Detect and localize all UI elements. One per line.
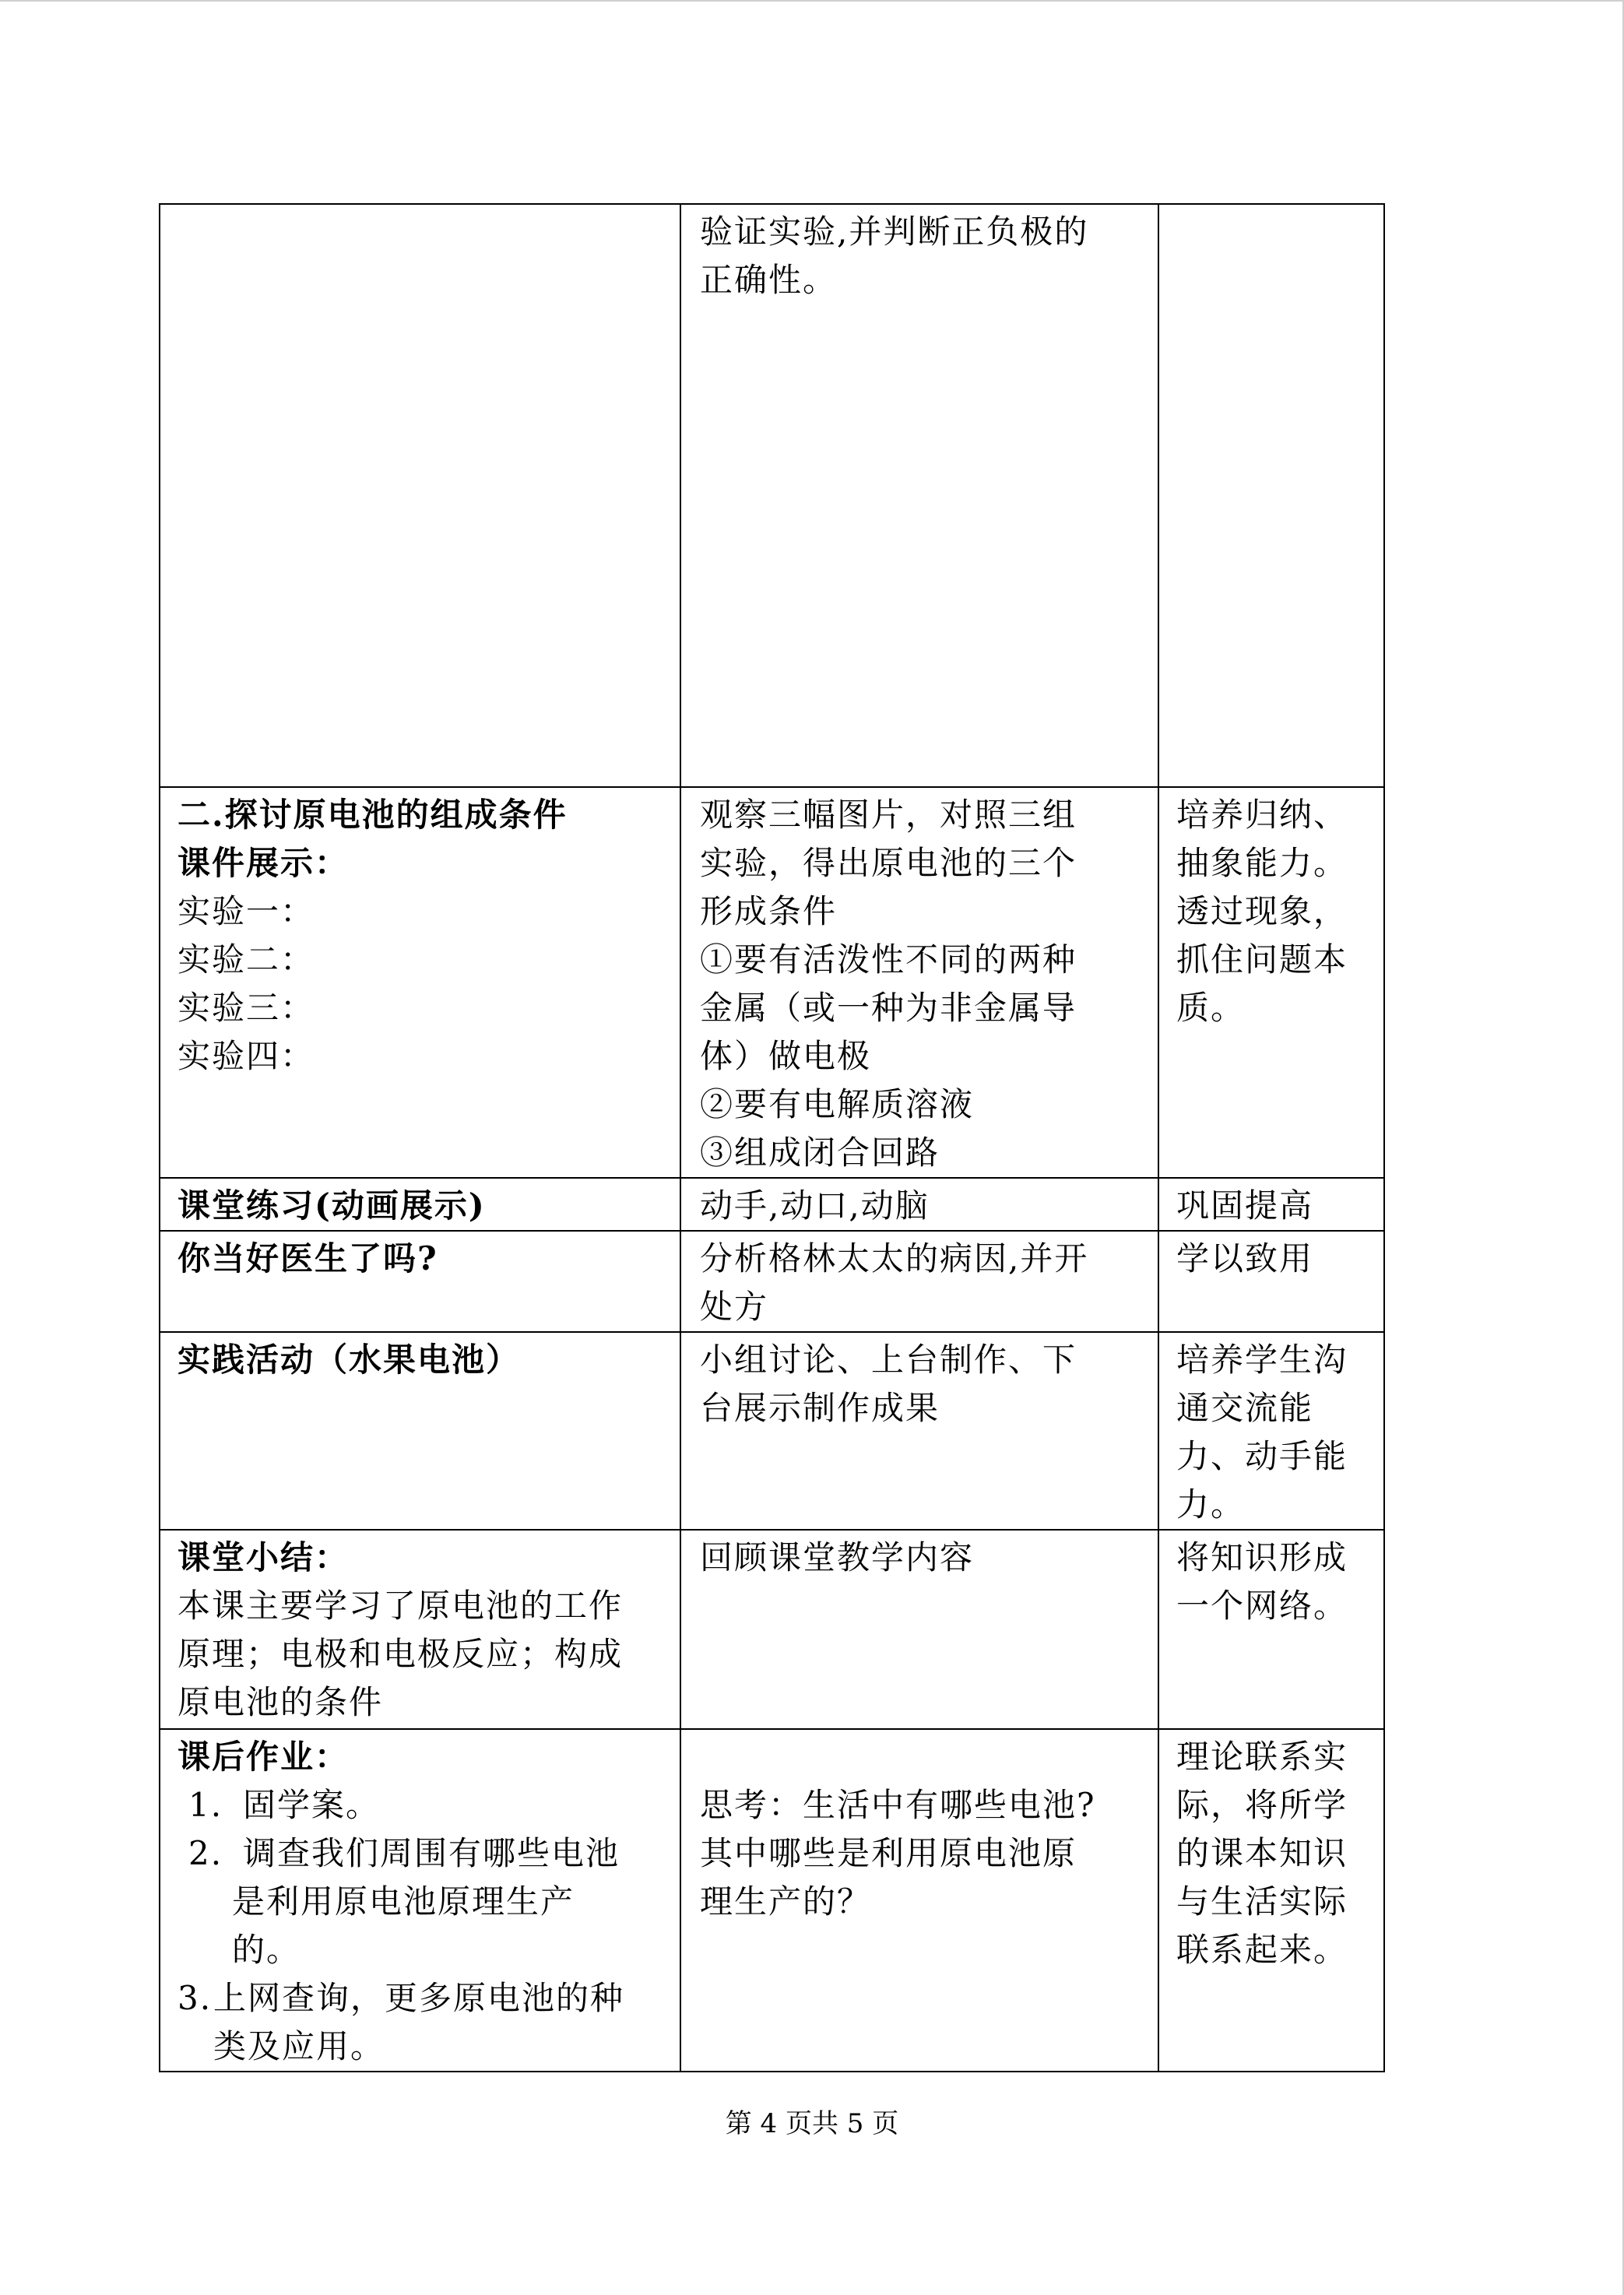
section-heading: 二.探讨原电池的组成条件: [178, 796, 568, 834]
table-row: [160, 1530, 1384, 1729]
design-intent-cell: [1158, 787, 1384, 1178]
cell-text: 是利用原电池原理生产: [232, 1882, 575, 1921]
cell-text: 原理；电极和电极反应；构成: [178, 1635, 624, 1673]
cell-text: 思考：生活中有哪些电池?: [700, 1786, 1096, 1824]
page-number-footer: 第 4 页共 5 页: [725, 2108, 899, 2139]
cell-text: 调查我们周围有哪些电池: [243, 1834, 620, 1872]
cell-text: 培养归纳、: [1176, 796, 1348, 834]
table-row: [160, 787, 1384, 1178]
cell-text: 原电池的条件: [178, 1683, 384, 1721]
teaching-content-cell: [160, 1729, 680, 2072]
cell-text: 一个网络。: [1176, 1587, 1348, 1625]
teaching-content-cell: [160, 204, 680, 787]
cell-text: 实验，得出原电池的三个: [700, 844, 1077, 882]
cell-text: 处方: [700, 1288, 769, 1326]
homework-item-2: [178, 1829, 664, 1878]
teaching-content-cell: [160, 1178, 680, 1231]
section-heading: 实践活动（水果电池）: [178, 1341, 521, 1379]
cell-text: 形成条件: [700, 892, 838, 930]
homework-item-3: [178, 1974, 664, 2023]
section-heading: 课堂练习(动画展示): [178, 1186, 486, 1225]
lesson-plan-table: [159, 203, 1385, 2072]
cell-text: 与生活实际: [1176, 1882, 1348, 1921]
cell-text: 观察三幅图片，对照三组: [700, 796, 1077, 834]
cell-text: 联系起来。: [1176, 1931, 1348, 1969]
cell-text: 的课本知识: [1176, 1834, 1348, 1872]
cell-text: 理生产的？: [700, 1882, 872, 1921]
design-intent-cell: [1158, 1729, 1384, 2072]
section-subheading: 课件展示：: [178, 844, 350, 882]
item-number: 3.: [178, 1979, 213, 2017]
homework-item-1: [178, 1781, 664, 1829]
cell-text: 学以致用: [1176, 1239, 1314, 1278]
student-activity-cell: [680, 1729, 1158, 2072]
design-intent-cell: [1158, 1332, 1384, 1530]
cell-text: 实验四：: [178, 1037, 315, 1075]
section-heading: 课堂小结：: [178, 1538, 350, 1576]
cell-text: 回顾课堂教学内容: [700, 1538, 975, 1576]
table-row: [160, 204, 1384, 787]
design-intent-cell: [1158, 1178, 1384, 1231]
student-activity-cell: [680, 1332, 1158, 1530]
cell-text: 抽象能力。: [1176, 844, 1348, 882]
item-number: 2.: [188, 1834, 223, 1872]
student-activity-cell: [680, 204, 1158, 787]
cell-text: 通交流能: [1176, 1389, 1314, 1427]
cell-text: 实验一：: [178, 892, 315, 930]
cell-text: 实验三：: [178, 989, 315, 1027]
table-row: [160, 1231, 1384, 1332]
cell-text: 台展示制作成果: [700, 1389, 940, 1427]
cell-text: 固学案。: [243, 1786, 381, 1824]
item-number: 1.: [188, 1786, 223, 1824]
cell-text: 理论联系实: [1176, 1738, 1348, 1776]
cell-text: 正确性。: [700, 261, 838, 299]
table-row: [160, 1178, 1384, 1231]
cell-text: 验证实验,并判断正负极的: [700, 213, 1089, 251]
student-activity-cell: [680, 787, 1158, 1178]
design-intent-cell: [1158, 1231, 1384, 1332]
cell-text: 力。: [1176, 1485, 1246, 1524]
cell-text: 将知识形成: [1176, 1538, 1348, 1576]
cell-text: 金属（或一种为非金属导: [700, 989, 1077, 1027]
cell-text: 动手,动口,动脑: [700, 1186, 930, 1225]
cell-text: 力、动手能: [1176, 1437, 1348, 1475]
section-heading: 你当好医生了吗?: [178, 1239, 438, 1278]
cell-text: 抓住问题本: [1176, 940, 1348, 979]
design-intent-cell: [1158, 204, 1384, 787]
cell-text: ③组成闭合回路: [700, 1133, 940, 1172]
design-intent-cell: [1158, 1530, 1384, 1729]
teaching-content-cell: [160, 1231, 680, 1332]
student-activity-cell: [680, 1178, 1158, 1231]
cell-text: 分析格林太太的病因,并开: [700, 1239, 1089, 1278]
cell-text: ①要有活泼性不同的两种: [700, 940, 1077, 979]
cell-text: 实验二：: [178, 940, 315, 979]
cell-text: 培养学生沟: [1176, 1341, 1348, 1379]
cell-text: ②要有电解质溶液: [700, 1085, 975, 1123]
student-activity-cell: [680, 1231, 1158, 1332]
table-row: [160, 1332, 1384, 1530]
student-activity-cell: [680, 1530, 1158, 1729]
page-border-top: [0, 0, 1624, 2]
cell-text: 的。: [232, 1931, 301, 1969]
teaching-content-cell: [160, 787, 680, 1178]
cell-text: 巩固提高: [1176, 1186, 1314, 1225]
teaching-content-cell: [160, 1332, 680, 1530]
cell-text: 透过现象，: [1176, 892, 1348, 930]
cell-text: 类及应用。: [213, 2027, 385, 2065]
cell-text: 质。: [1176, 989, 1246, 1027]
cell-text: 小组讨论、上台制作、下: [700, 1341, 1077, 1379]
cell-text: 体）做电极: [700, 1037, 872, 1075]
teaching-content-cell: [160, 1530, 680, 1729]
cell-text: 上网查询，更多原电池的种: [213, 1979, 625, 2017]
section-heading: 课后作业：: [178, 1738, 350, 1776]
cell-text: 其中哪些是利用原电池原: [700, 1834, 1077, 1872]
cell-text: 际，将所学: [1176, 1786, 1348, 1824]
table-row: [160, 1729, 1384, 2072]
cell-text: 本课主要学习了原电池的工作: [178, 1587, 624, 1625]
